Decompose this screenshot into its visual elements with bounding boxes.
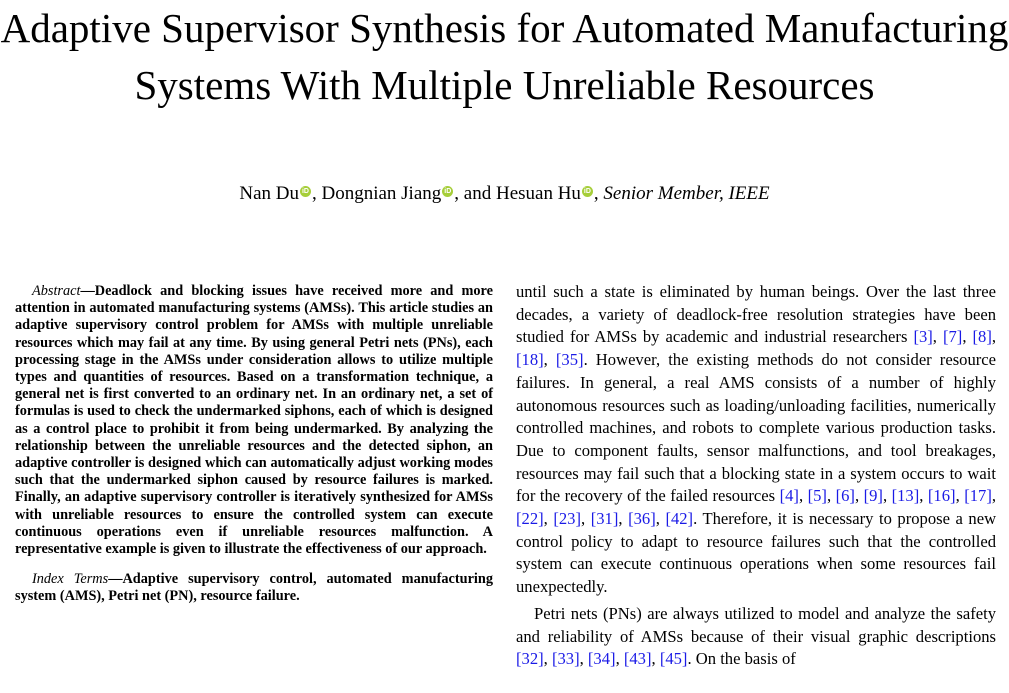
body-text: . On the basis of — [687, 649, 796, 669]
index-terms-dash: — — [108, 571, 123, 588]
citation-link[interactable]: [18] — [516, 350, 544, 370]
body-text: . However, the existing methods do not consider resource failures. In general, a real AMS consists of a number of highly autonomous resources such as loading/unloading facilities, numerically controlled machines, and robots to complete various production tasks. Due to component faults, sensor malfunctions, and tool breakages, resources may fail such that a blocking state in a system occurs to wait for the recovery of the failed resources — [516, 350, 996, 506]
paper-title: Adaptive Supervisor Synthesis for Automated Manufacturing Systems With Multiple Unreliable Resources — [0, 5, 1009, 108]
citation-link[interactable]: [45] — [659, 649, 688, 669]
abstract-text: Deadlock and blocking issues have received more and more attention in automated manufacturing systems (AMSs). This article studies an adaptive supervisory control problem for AMSs with multiple unreliable resources which may fail at any time. By using general Petri nets (PNs), each processing stage in the AMSs under consideration allows to utilize multiple types and quantities of resources. Based on a transformation technique, a general net is first converted to an ordinary net. In an ordinary net, a set of formulas is used to check the undermarked siphons, each of which is designed as a control place to prohibit it from being undermarked. By analyzing the relationship between the unreliable resources and the detected siphon, an adaptive controller is designed which can automatically adjust working modes such that the undermarked siphon caused by resource failures is marked. Finally, an adaptive supervisory controller is iteratively synthesized for AMSs with unreliable resources to ensure the controlled system can execute continuous operations even if unreliable resources malfunction. A representative example is given to illustrate the effectiveness of our approach. — [15, 283, 493, 558]
author-name: Dongnian Jiang — [321, 183, 442, 204]
citation-link[interactable]: [13] — [891, 486, 920, 506]
orcid-icon[interactable]: iD — [301, 188, 309, 195]
author-name: Nan Du — [239, 183, 299, 204]
index-terms — [15, 571, 493, 605]
citation-link[interactable]: [43] — [623, 649, 652, 669]
body-text: until such a state is eliminated by human beings. Over the last three decades, a variety of deadlock-free resolution strategies have been studied for AMSs by academic and industrial researchers — [516, 282, 996, 347]
citation-link[interactable]: [22] — [516, 509, 544, 529]
index-terms-text: Adaptive supervisory control, automated manufacturing system (AMS), Petri net (PN), resource failure. — [15, 571, 494, 605]
citation-group: [4], [5], [6], [9], [13], [16], [17], [22], [23], [31], [36], [42] — [516, 486, 997, 529]
author-separator: , — [311, 183, 322, 204]
abstract-dash: — — [80, 283, 95, 299]
citation-link[interactable]: [8] — [972, 327, 992, 347]
body-paragraph-1 — [516, 281, 996, 599]
citation-link[interactable]: [34] — [587, 649, 616, 669]
citation-link[interactable]: [42] — [665, 509, 694, 529]
citation-link[interactable]: [9] — [863, 486, 883, 506]
citation-link[interactable]: [33] — [551, 649, 580, 669]
author-affiliation: Senior Member, IEEE — [603, 183, 770, 204]
citation-link[interactable]: [4] — [779, 486, 799, 506]
citation-link[interactable]: [3] — [913, 327, 933, 347]
citation-link[interactable]: [31] — [590, 509, 619, 529]
author-name: Hesuan Hu — [495, 183, 581, 204]
orcid-icon[interactable]: iD — [444, 188, 452, 195]
body-paragraph-2 — [516, 603, 996, 671]
citation-link[interactable]: [35] — [555, 350, 584, 370]
citation-link[interactable]: [6] — [835, 486, 855, 506]
citation-link[interactable]: [16] — [927, 486, 956, 506]
citation-group: [3], [7], [8], [18], [35] — [516, 327, 997, 370]
citation-link[interactable]: [7] — [942, 327, 963, 347]
citation-link[interactable]: [36] — [628, 509, 656, 529]
orcid-icon[interactable]: iD — [583, 188, 591, 195]
citation-link[interactable]: [32] — [516, 649, 544, 669]
abstract — [15, 283, 493, 558]
author-separator: , — [593, 183, 604, 204]
left-column — [15, 283, 493, 606]
citation-link[interactable]: [17] — [964, 486, 992, 506]
author-line — [0, 181, 1009, 207]
citation-group: [32], [33], [34], [43], [45] — [516, 649, 688, 669]
citation-link[interactable]: [23] — [553, 509, 582, 529]
author-separator: , and — [454, 183, 496, 204]
abstract-label: Abstract — [32, 283, 81, 299]
citation-link[interactable]: [5] — [807, 486, 827, 506]
body-text: . Therefore, it is necessary to propose a new control policy to adapt to resource failures such that the controlled system can execute continuous operations when some resources fail unexpectedly. — [516, 509, 997, 597]
right-column — [516, 281, 996, 671]
body-text: Petri nets (PNs) are always utilized to model and analyze the safety and reliability of AMSs because of their visual graphic descriptions — [516, 603, 996, 646]
index-terms-label: Index Terms — [32, 571, 109, 588]
